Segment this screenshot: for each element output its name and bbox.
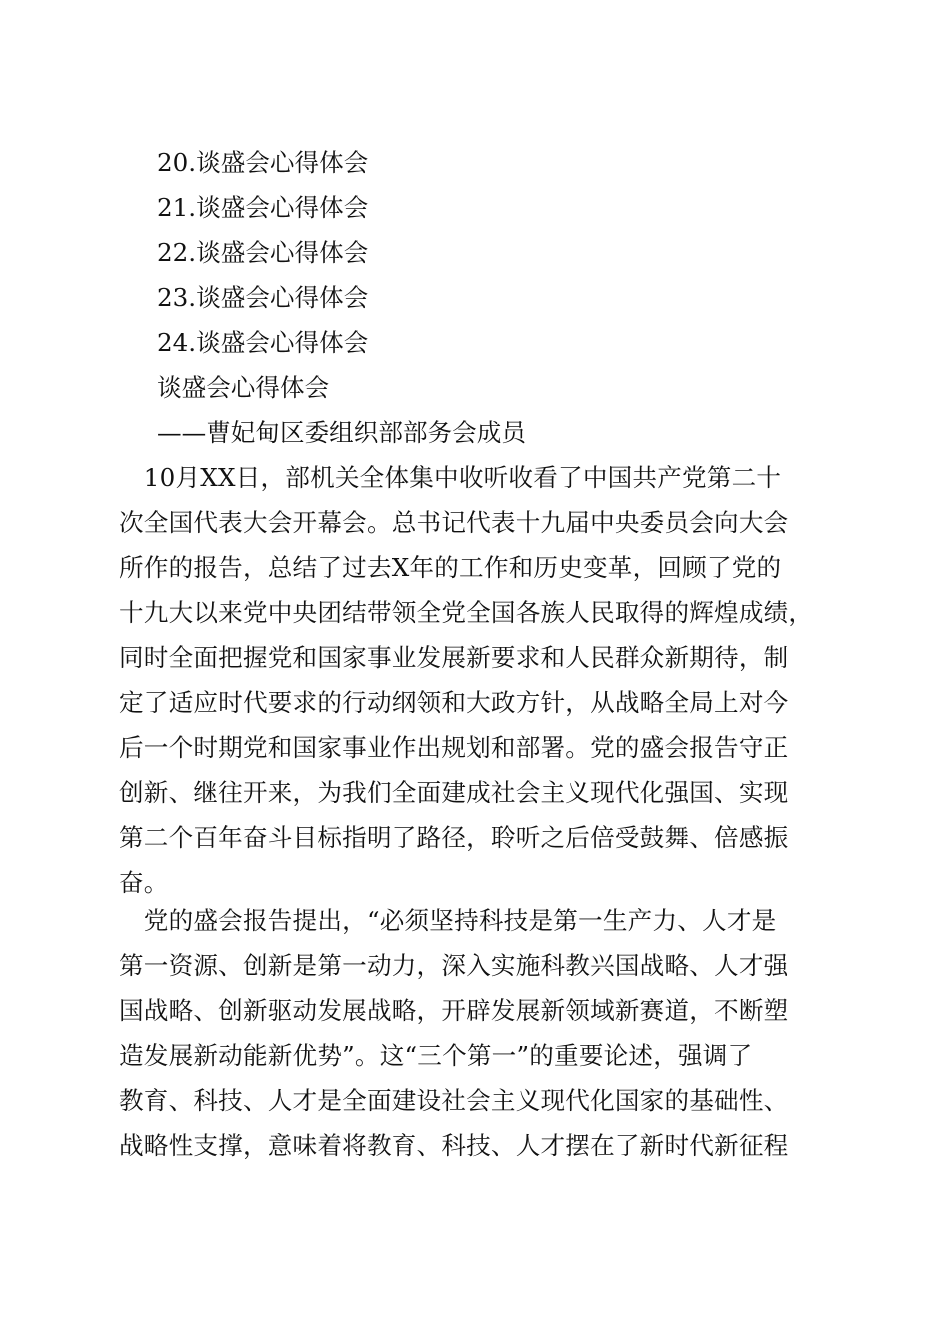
paragraph-line: 次全国代表大会开幕会。总书记代表十九届中央委员会向大会 bbox=[119, 508, 789, 537]
paragraph-line: 国战略、创新驱动发展战略，开辟发展新领域新赛道，不断塑 bbox=[119, 996, 789, 1025]
toc-item-number: 24. bbox=[157, 328, 197, 357]
toc-item-20 bbox=[157, 140, 857, 185]
toc-item-number: 20. bbox=[157, 148, 197, 177]
toc-item-title: 谈盛会心得体会 bbox=[196, 148, 369, 177]
paragraph-line: 同时全面把握党和国家事业发展新要求和人民群众新期待，制 bbox=[119, 643, 789, 672]
paragraph-line: 战略性支撑，意味着将教育、科技、人才摆在了新时代新征程 bbox=[119, 1131, 789, 1160]
paragraph-line: 定了适应时代要求的行动纲领和大政方针，从战略全局上对今 bbox=[119, 688, 789, 717]
toc-item-title: 谈盛会心得体会 bbox=[196, 238, 369, 267]
toc-item-23 bbox=[157, 275, 857, 320]
toc-item-title: 谈盛会心得体会 bbox=[196, 193, 369, 222]
article-title: 谈盛会心得体会 bbox=[157, 373, 330, 402]
paragraph-line: 所作的报告，总结了过去X年的工作和历史变革，回顾了党的 bbox=[119, 553, 782, 582]
paragraph-line: 第一资源、创新是第一动力，深入实施科教兴国战略、人才强 bbox=[119, 951, 789, 980]
toc-item-title: 谈盛会心得体会 bbox=[196, 283, 369, 312]
toc-item-21 bbox=[157, 185, 857, 230]
paragraph-2 bbox=[119, 898, 831, 1168]
paragraph-line: 第二个百年奋斗目标指明了路径，聆听之后倍受鼓舞、倍感振 bbox=[119, 823, 789, 852]
paragraph-line: 十九大以来党中央团结带领全党全国各族人民取得的辉煌成绩， bbox=[119, 598, 814, 627]
paragraph-line: 造发展新动能新优势”。这“三个第一”的重要论述，强调了 bbox=[119, 1041, 753, 1070]
toc-item-number: 22. bbox=[157, 238, 197, 267]
paragraph-line: 党的盛会报告提出，“必须坚持科技是第一生产力、人才是 bbox=[119, 906, 777, 935]
toc-item-number: 21. bbox=[157, 193, 197, 222]
toc-item-number: 23. bbox=[157, 283, 197, 312]
paragraph-line: 教育、科技、人才是全面建设社会主义现代化国家的基础性、 bbox=[119, 1086, 789, 1115]
table-of-contents bbox=[157, 140, 857, 365]
article-author: ——曹妃甸区委组织部部务会成员 bbox=[157, 418, 526, 447]
paragraph-1 bbox=[119, 455, 831, 905]
paragraph-line: 创新、继往开来，为我们全面建成社会主义现代化强国、实现 bbox=[119, 778, 789, 807]
paragraph-line: 后一个时期党和国家事业作出规划和部署。党的盛会报告守正 bbox=[119, 733, 789, 762]
toc-item-title: 谈盛会心得体会 bbox=[196, 328, 369, 357]
paragraph-line: 奋。 bbox=[119, 868, 169, 897]
toc-item-22 bbox=[157, 230, 857, 275]
toc-item-24 bbox=[157, 320, 857, 365]
paragraph-line: 10月XX日，部机关全体集中收听收看了中国共产党第二十 bbox=[119, 463, 782, 492]
